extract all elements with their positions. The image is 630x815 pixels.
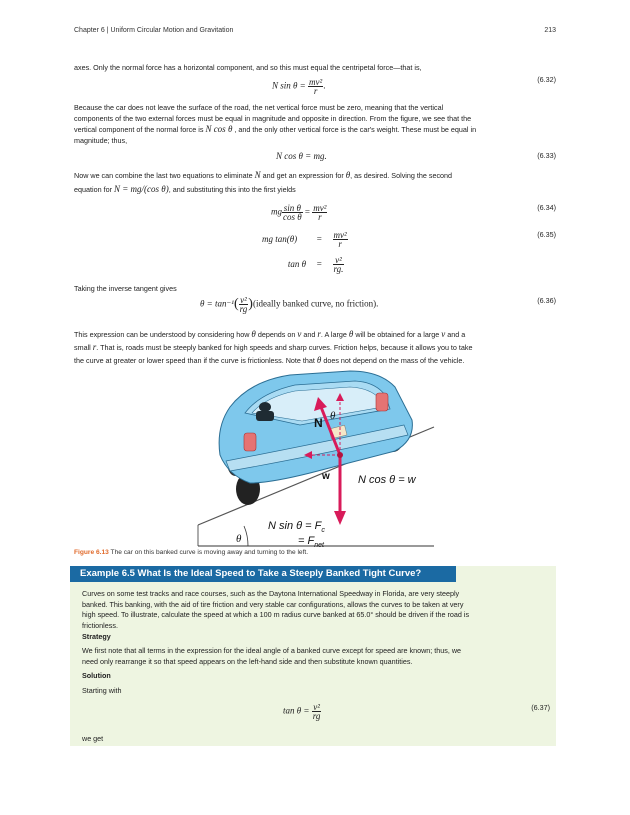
line: need only rearrange it so that speed appears on the left-hand side and then substitute known quantities. (82, 656, 413, 666)
inline-math: r (317, 329, 321, 339)
inline-math: θ (316, 355, 322, 365)
line (74, 341, 556, 354)
text: and a (445, 330, 466, 339)
equation-6-35 (262, 231, 348, 248)
text: the curve at greater or lower speed than if the curve is frictionless. Note that (74, 356, 315, 365)
paragraph (74, 170, 556, 195)
example-intro (82, 589, 552, 631)
label-Nsin-sub: c (321, 527, 325, 534)
line: magnitude; thus, (74, 136, 128, 145)
fraction (282, 204, 303, 221)
label-Nsin-text: N sin θ = F (268, 520, 322, 532)
tail-light-left (244, 433, 256, 451)
inline-math: v (441, 329, 446, 339)
caption-label: Figure 6.13 (74, 549, 109, 556)
line: Because the car does not leave the surface of the road, the net vertical force must be zero, meaning that the vertical (74, 103, 444, 112)
text: equation for (74, 185, 112, 194)
text: Now we can combine the last two equations to eliminate (74, 171, 253, 180)
eq-lhs: tan θ = (283, 705, 312, 716)
equation-6-33: N cos θ = mg. (276, 151, 327, 161)
fraction (333, 231, 348, 248)
equation-number: (6.33) (537, 151, 556, 160)
right-paren: ) (248, 296, 253, 312)
text: . A large (320, 330, 349, 339)
numerator: v² (333, 256, 345, 265)
line (74, 124, 556, 135)
equation-number: (6.37) (531, 703, 550, 712)
line (74, 328, 556, 341)
caption-text: The car on this banked curve is moving away and turning to the left. (108, 549, 309, 556)
text: and get an expression for (262, 171, 344, 180)
inline-math: r (92, 342, 97, 352)
line: Curves on some test tracks and race courses, such as the Daytona International Speedway in Florida, are very steeply (82, 589, 460, 598)
inline-math: θ (345, 170, 351, 180)
eq-tail: . (323, 80, 326, 91)
line (74, 170, 556, 181)
solution-heading: Solution (82, 671, 111, 680)
line: banked. This banking, with the aid of tire friction and very stable car configurations, allows the curves to be taken at very (82, 599, 464, 609)
numerator: v² (313, 702, 320, 712)
text: . That is, roads must be steeply banked for high speeds and sharp curves. Friction helps, because it allows you to take (96, 343, 473, 352)
numerator: v² (240, 295, 247, 305)
paragraph: axes. Only the normal force has a horizontal component, and so this must equal the centripetal force—that is, (74, 63, 422, 72)
starting-with: Starting with (82, 686, 122, 695)
denominator: rg (312, 711, 321, 721)
eq-lhs: N sin θ = (272, 80, 308, 91)
equation-6-35-line2 (262, 256, 344, 273)
text: , and substituting this into the first yields (168, 185, 296, 194)
equation-number: (6.32) (537, 75, 556, 84)
equation-number: (6.35) (537, 230, 556, 239)
text: vertical component of the normal force is (74, 125, 204, 134)
line: high speed. To illustrate, calculate the speed at which a 100 m radius curve banked at 65.0° should be driven if the road is (82, 610, 470, 619)
eq-lhs: mg tan(θ) (262, 233, 298, 244)
driver-head (259, 402, 271, 412)
inline-math: N (254, 170, 261, 180)
label-w: w (322, 471, 330, 482)
equals: = (316, 233, 322, 244)
eq-post: (ideally banked curve, no friction). (252, 298, 379, 309)
equals: = (302, 206, 313, 217)
inline-math: N cos θ (205, 124, 233, 134)
equation-number: (6.36) (537, 296, 556, 305)
denominator: cos θ (283, 212, 302, 222)
paragraph (74, 102, 556, 146)
label-Fnet-sub: net (314, 542, 324, 548)
paragraph (74, 328, 556, 367)
we-get: we get (82, 734, 104, 743)
chapter-header: Chapter 6 | Uniform Circular Motion and Gravitation (74, 27, 234, 34)
equation-6-34 (271, 204, 327, 221)
equals: = (316, 258, 322, 269)
line: We first note that all terms in the expression for the ideal angle of a banked curve except for speed are known; thus, we (82, 646, 462, 655)
line: components of the two external forces must be equal in magnitude and opposite in direction. From the figure, we see that the (74, 114, 472, 123)
equation-number: (6.34) (537, 203, 556, 212)
page-number: 213 (544, 27, 556, 34)
label-theta-angle: θ (236, 533, 242, 545)
label-Nsin (268, 520, 325, 534)
paragraph: Taking the inverse tangent gives (74, 284, 177, 293)
equation-6-36 (200, 296, 378, 313)
text: small (74, 343, 91, 352)
line (74, 184, 556, 195)
numerator: mv² (313, 203, 327, 213)
eq-pre: θ = tan⁻¹ (200, 298, 234, 309)
label-Ncos: N cos θ = w (358, 474, 416, 486)
eq-pre: mg (271, 206, 282, 217)
numerator: mv² (333, 230, 347, 240)
tail-light-right (376, 393, 388, 411)
denominator: rg. (333, 264, 344, 274)
strategy-text (82, 646, 552, 667)
text: and (301, 330, 318, 339)
denominator: r (313, 86, 318, 96)
center-of-mass (337, 452, 343, 458)
inline-math: v (297, 329, 302, 339)
left-paren: ( (233, 296, 239, 312)
label-Fnet-text: = F (298, 535, 315, 547)
denominator: rg (239, 304, 248, 314)
line: frictionless. (82, 620, 118, 630)
equation-6-37 (283, 703, 321, 720)
inline-math: N = mg/(cos θ) (113, 184, 169, 194)
label-theta-top: θ (330, 410, 336, 422)
example-title: Example 6.5 What Is the Ideal Speed to Take a Steeply Banked Tight Curve? (70, 566, 456, 582)
figure-caption (74, 549, 308, 556)
fraction (308, 77, 326, 96)
fraction (312, 204, 327, 221)
banked-curve-figure (190, 365, 440, 548)
fraction (333, 256, 345, 273)
inline-math: θ (348, 329, 354, 339)
eq-lhs: tan θ (287, 258, 306, 269)
denominator: r (338, 239, 342, 249)
label-N: N (314, 416, 323, 430)
text: , and the only other vertical force is the car's weight. These must be equal in (234, 125, 477, 134)
text: will be obtained for a large (353, 330, 442, 339)
numerator: sin θ (283, 203, 301, 213)
strategy-heading: Strategy (82, 632, 111, 641)
fraction (239, 296, 249, 313)
text: depends on (255, 330, 298, 339)
numerator: mv² (309, 77, 323, 87)
denominator: r (318, 212, 322, 222)
fraction (312, 703, 322, 720)
inline-math: θ (251, 329, 256, 339)
text: does not depend on the mass of the vehicle. (323, 356, 465, 365)
text: , as desired. Solving the second (350, 171, 453, 180)
text: This expression can be understood by considering how (74, 330, 252, 339)
equation-6-32 (272, 78, 325, 95)
driver-body (256, 411, 274, 421)
